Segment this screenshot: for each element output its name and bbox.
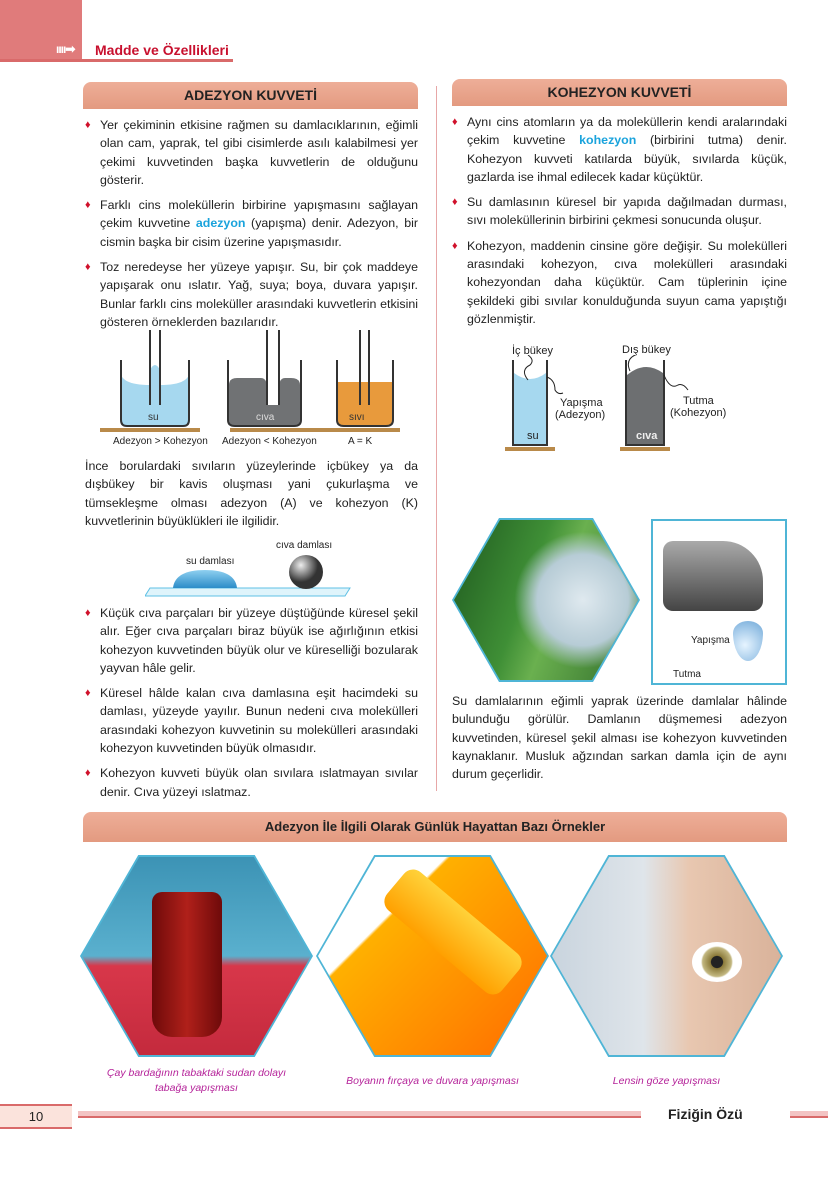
caption-paint: Boyanın fırçaya ve duvara yapışması	[346, 1075, 519, 1087]
caption-line: Çay bardağının tabaktaki sudan dolayı	[106, 1067, 287, 1079]
column-divider	[436, 86, 437, 791]
list-item: ♦ Yer çekiminin etkisine rağmen su damlacıklarının, eğimli olan cam, yaprak, tel gibi cisimlerde asılı kalabilmesi yer çekimi kuvvetinden başka kuvvetlerin de olduğunu gösterir.	[85, 116, 418, 189]
lens-photo-frame	[550, 855, 783, 1057]
kohezyon-heading: KOHEZYON KUVVETİ	[452, 79, 787, 106]
paint-roller	[379, 865, 526, 1000]
adhesion-label: Yapışma	[560, 397, 603, 409]
book-title: Fiziğin Özü	[668, 1106, 743, 1122]
arrow-right-icon: ıııı➡	[56, 42, 75, 56]
tea-photo-frame	[80, 855, 313, 1057]
page-number: 10	[0, 1104, 72, 1129]
faucet-image	[663, 541, 763, 611]
text: (yapışma) denir. Adezyon, bir cismin başka bir cisim üzerine yapışmasıdır.	[100, 216, 418, 249]
list-item: ♦ Toz neredeyse her yüzeye yapışır. Su, bir çok maddeye yapışarak onu ıslatır. Yağ, suya; boya, duvara yapışır. Bunlar farklı cins moleküller arasındaki kuvvetlerin etkisini gösteren örneklerden bazılarıdır.	[85, 258, 418, 331]
water-drop-image	[733, 621, 763, 661]
list-item: ♦ Küçük cıva parçaları bir yüzeye düştüğünde küresel şekil alır. Eğer cıva parçaları biraz büyük ise ağırlığının etkisi kohezyon kuvvetinden büyük olur ve küreselliği bozularak yayvan hâle gelir.	[85, 604, 418, 677]
faucet-adhesion-label: Yapışma	[691, 635, 730, 646]
concave-label: İç bükey	[512, 345, 553, 357]
list-item	[452, 113, 787, 186]
faucet-cohesion-label: Tutma	[673, 669, 701, 680]
mercury-bullets	[85, 604, 418, 808]
leaf-photo	[454, 520, 638, 680]
eye-image	[692, 942, 742, 982]
list-item: ♦ Su damlasının küresel bir yapıda dağılmadan durması, sıvı moleküllerinin birbirini çekmesi sonucunda oluşur.	[452, 193, 787, 230]
beaker-label-mercury: cıva	[256, 412, 275, 423]
tube-water-label: su	[527, 430, 539, 442]
adezyon-bullets	[85, 116, 418, 338]
drop-diagram	[145, 555, 355, 600]
liquid-beaker	[330, 330, 400, 432]
text: Farklı cins moleküllerin birbirine yapışmasını sağlayan çekim kuvvetine	[100, 198, 418, 231]
water-drop	[173, 570, 237, 588]
text: Aynı cins atomların ya da moleküllerin kendi aralarındaki çekim kuvvetine	[467, 115, 787, 148]
caption-tea	[80, 1066, 313, 1096]
cohesion-label: Tutma	[683, 395, 714, 407]
faucet-photo	[651, 519, 787, 685]
cohesion-label-2: (Kohezyon)	[670, 407, 727, 419]
beaker-caption-1: Adezyon > Kohezyon	[113, 436, 208, 447]
tube-mercury-label: cıva	[636, 430, 658, 442]
meniscus-paragraph: İnce borulardaki sıvıların yüzeylerinde içbükey ya da dışbükey bir kavis oluşması yani çukurlaşma ve tümsekleşme olması adezyon (A) ve kohezyon (K) kuvvetlerinin büyüklükleri ile ilgilidir.	[85, 459, 418, 528]
adezyon-heading: ADEZYON KUVVETİ	[83, 82, 418, 109]
keyword-adezyon: adezyon	[195, 216, 246, 231]
text: (birbirini tutma) denir. Kohezyon kuvveti katılarda büyük, sıvılarda küçük, gazlarda ise ihmal edilecek kadar küçüktür.	[467, 133, 787, 184]
mercury-beaker	[228, 330, 330, 432]
paint-photo-frame	[316, 855, 549, 1057]
footer-rule-right	[790, 1111, 828, 1118]
beaker-caption-2: Adezyon < Kohezyon	[222, 436, 317, 447]
mercury-drop-label: cıva damlası	[276, 540, 333, 551]
header-rule	[0, 59, 233, 62]
leaf-photo-frame	[452, 518, 640, 682]
kohezyon-bullets	[452, 113, 787, 335]
keyword-kohezyon: kohezyon	[579, 133, 637, 148]
beaker-label-water: su	[148, 412, 159, 423]
convex-label: Dış bükey	[622, 344, 671, 356]
list-item: ♦ Kohezyon kuvveti büyük olan sıvılara ıslatmayan sıvılar denir. Cıva yüzeyi ıslatmaz.	[85, 764, 418, 801]
chapter-title: Madde ve Özellikleri	[95, 42, 229, 58]
beaker-label-liquid: sıvı	[349, 412, 365, 423]
footer-rule	[78, 1111, 641, 1118]
list-item	[85, 196, 418, 251]
mercury-drop	[289, 555, 323, 589]
list-item: ♦ Kohezyon, maddenin cinsine göre değişir. Su molekülleri arasındaki kohezyon, cıva molekülleri arasındaki kohezyondan daha küçüktür. Cam tüplerinin içine şekildeki gibi sıvılar konulduğunda suyun cama yapıştığı gözlenmiştir.	[452, 237, 787, 328]
tea-glass	[152, 892, 222, 1037]
beaker-caption-3: A = K	[348, 436, 373, 447]
adhesion-label-2: (Adezyon)	[555, 409, 606, 421]
lens-photo	[552, 857, 781, 1055]
tea-photo	[82, 857, 311, 1055]
water-drop-label: su damlası	[186, 556, 235, 567]
examples-heading: Adezyon İle İlgili Olarak Günlük Hayattan Bazı Örnekler	[83, 812, 787, 842]
caption-line: tabağa yapışması	[155, 1082, 238, 1094]
paint-photo	[318, 857, 547, 1055]
leaf-paragraph: Su damlalarının eğimli yaprak üzerinde damlalar hâlinde bulunduğu görülür. Damlanın düşmemesi adezyon kuvvetinden, küresel şekil alması ise kohezyon kuvvetinden kaynaklanır. Musluk ağzından sarkan damla için de aynı durum geçerlidir.	[452, 694, 787, 782]
caption-lens: Lensin göze yapışması	[612, 1075, 721, 1087]
list-item: ♦ Küresel hâlde kalan cıva damlasına eşit hacimdeki su damlası, yüzeyde yayılır. Bunun nedeni cıva molekülleri arasındaki kohezyon kuvvetinin su molekülleri arasındaki kohezyon kuvvetinden büyük olmasıdır.	[85, 684, 418, 757]
